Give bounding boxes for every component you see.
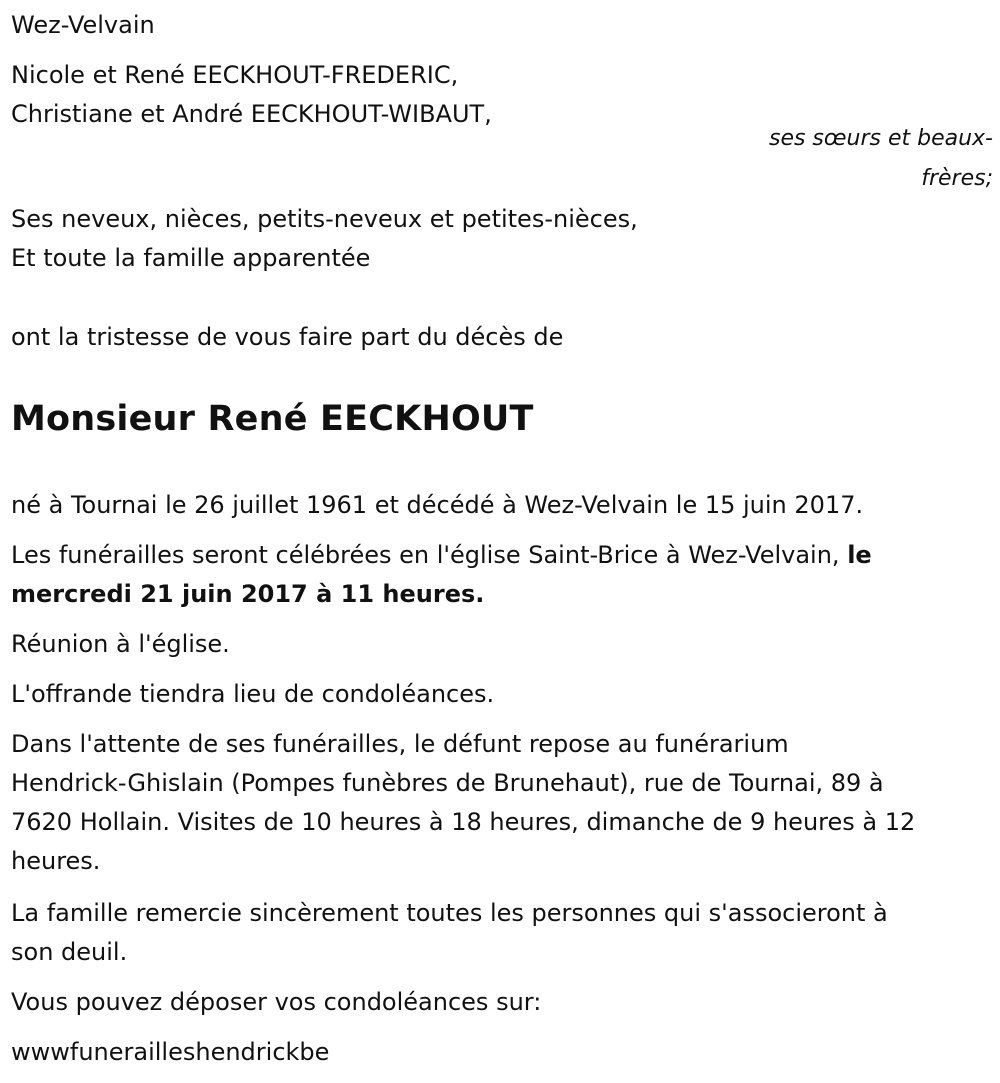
- meeting-text: Réunion à l'église.: [11, 630, 230, 658]
- funeral-date-start: le: [847, 541, 872, 569]
- thanks-paragraph: [11, 894, 888, 972]
- thanks-line: son deuil.: [11, 938, 128, 966]
- funeral-line: [11, 536, 993, 575]
- announcement-text: ont la tristesse de vous faire part du décès de: [11, 323, 564, 351]
- birth-death-text: né à Tournai le 26 juillet 1961 et décédé à Wez-Velvain le 15 juin 2017.: [11, 491, 864, 519]
- offering-text: L'offrande tiendra lieu de condoléances.: [11, 680, 495, 708]
- relation-line: frères;: [921, 166, 993, 191]
- rest-paragraph: [11, 725, 915, 881]
- rest-line: heures.: [11, 847, 101, 875]
- family-line: Christiane et André EECKHOUT-WIBAUT,: [11, 100, 492, 128]
- family-line: Nicole et René EECKHOUT-FREDERIC,: [11, 61, 459, 89]
- relation-line: ses sœurs et beaux-: [768, 126, 993, 151]
- relatives-list: [11, 200, 638, 278]
- place-name: Wez-Velvain: [11, 11, 155, 39]
- funeral-line: [11, 575, 993, 614]
- rest-line: 7620 Hollain. Visites de 10 heures à 18 heures, dimanche de 9 heures à 12: [11, 808, 916, 836]
- family-relation: [11, 119, 993, 199]
- condolences-prompt: Vous pouvez déposer vos condoléances sur:: [11, 988, 542, 1016]
- funeral-date: mercredi 21 juin 2017 à 11 heures.: [11, 580, 485, 608]
- rest-line: Dans l'attente de ses funérailles, le défunt repose au funérarium: [11, 730, 789, 758]
- rest-line: Hendrick-Ghislain (Pompes funèbres de Brunehaut), rue de Tournai, 89 à: [11, 769, 884, 797]
- thanks-line: La famille remercie sincèrement toutes les personnes qui s'associeront à: [11, 899, 888, 927]
- relatives-line: Ses neveux, nièces, petits-neveux et petites-nièces,: [11, 205, 638, 233]
- deceased-name: Monsieur René EECKHOUT: [11, 399, 534, 439]
- website-link[interactable]: wwwfunerailleshendrickbe: [11, 1038, 330, 1066]
- funeral-intro: Les funérailles seront célébrées en l'église Saint-Brice à Wez-Velvain,: [11, 541, 840, 569]
- funeral-paragraph: [11, 536, 993, 614]
- relatives-line: Et toute la famille apparentée: [11, 244, 371, 272]
